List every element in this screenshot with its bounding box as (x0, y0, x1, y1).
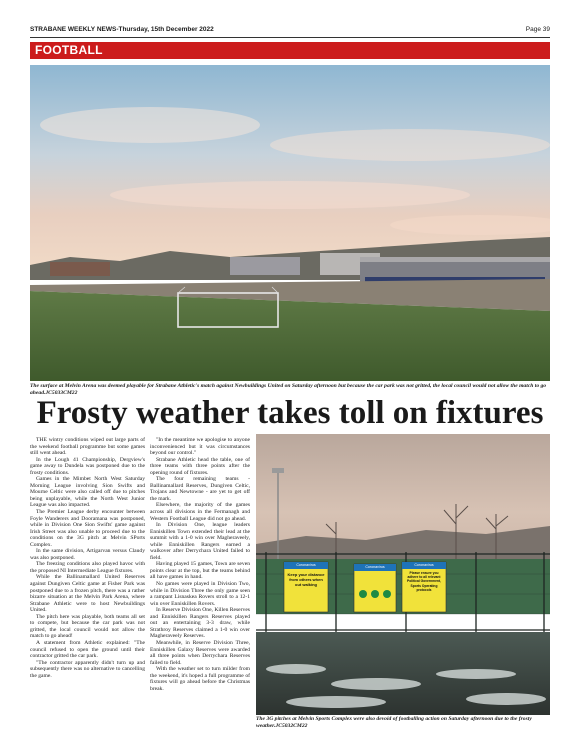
pitch-photo (30, 65, 550, 381)
paragraph: Strabane Athletic head the table, one of three teams with three points after the opening round of fixtures. (150, 456, 250, 476)
paragraph: In the same division, Artigarvan versus Claudy was also postponed. (30, 548, 145, 561)
paragraph: In the Lough 41 Championship, Dergview's game away to Dundela was postponed due to the frosty conditions. (30, 456, 145, 476)
page-number: Page 39 (525, 26, 550, 33)
paragraph: The Premier League derby encounter between Foyle Wanderers and Dooramana was postponed, while in Division One Sion Swifts' game against Irish Street was also unable to proceed due to the conditions on the 3G pitch at Melvin SPorts Complex. (30, 509, 145, 548)
sign-2-title: Coronavirus (365, 565, 385, 569)
paragraph: Meanwhile, in Reserve Division Three, Enniskillen Galaxy Reserves were awarded all three points when Derrychara Reserves failed to field. (150, 639, 250, 666)
sign-3-text: Please ensure you adhere to all relevant Political Government, Sports Operating protocols (407, 571, 441, 592)
masthead-bar (30, 26, 550, 36)
header-rule (30, 37, 550, 38)
paragraph: No games were played in Division Two, while in Division Three the only game seen a rampant Lisnaskea Rovers stroll to a 12-1 win over Enniskillen Rovers. (150, 581, 250, 607)
paragraph: While the Ballinamallard United Reserves against Dungiven Celtic game at Fisher Park was postponed due to a frozen pitch, there was a rather bizarre situation at the Melvin Park Arena, where Strabane Athletic were to host Newbuildings United. (30, 574, 145, 614)
article-column-1 (30, 437, 145, 679)
photo1-caption: The surface at Melvin Arena was deemed playable for Strabane Athletic's match against Newbuildings United on Saturday afternoon but because the car park was not gritted, the local council would not allow the match to go ahead.JC5033CM22 (30, 383, 547, 396)
headline: Frosty weather takes toll on fixtures (36, 395, 544, 431)
sign-1 (284, 562, 328, 587)
paragraph: THE wintry conditions wiped out large parts of the weekend football programme but some games still went ahead. (30, 437, 145, 457)
sign-2 (354, 564, 396, 571)
sign-1-title: Coronavirus (296, 563, 316, 567)
paragraph: In Division One, league leaders Enniskillen Town extended their lead at the summit with a 1-0 win over Magheraveely, while Enniskillen Rangers earned a walkover after Derrychara United failed to field. (150, 522, 250, 561)
paragraph: The four remaining teams - Ballinamallard Reserves, Dungiven Celtic, Trojans and Newtowne - are yet to get off the mark. (150, 476, 250, 502)
sign-3-title: Coronavirus (414, 563, 434, 567)
paragraph: With the weather set to turn milder from the weekend, it's hoped a full programme of fixtures will go ahead before the Christmas break. (150, 666, 250, 692)
paragraph: Elsewhere, the majority of the games across all divisions in the Fermanagh and Western Football League did not go ahead. (150, 502, 250, 522)
photo2-caption: The 3G pitches at Melvin Sports Complex were also devoid of footballing action on Saturday afternoon due to the frosty weather.JC5032CM22 (256, 716, 532, 729)
paragraph: A statement from Athletic explained: "The council refused to open the ground until their contractor gritted the car park. (30, 639, 145, 660)
paragraph: The freezing conditions also played havoc with the proposed NI Intermediate League fixtures. (30, 561, 145, 574)
paragraph: "In the meantime we apologise to anyone inconvenienced but it was circumstances beyond our control." (150, 437, 250, 457)
section-label: FOOTBALL (35, 43, 103, 57)
paragraph: Games in the Mimbet North West Saturday Morning League involving Sion Swifts and Mourne Celtic were also called off due to pitches being unplayable, while the North West Junior League was also impacted. (30, 476, 145, 509)
sign-1-text: Keep your distance from others when out walking (287, 572, 325, 587)
masthead: STRABANE WEEKLY NEWS-Thursday, 15th December 2022 (30, 26, 214, 33)
paragraph: Having played 15 games, Town are seven points clear at the top, but the teams behind all have games in hand. (150, 561, 250, 581)
section-banner (30, 42, 550, 59)
article-column-2 (150, 437, 250, 692)
paragraph: "The contractor apparently didn't turn up and subsequently there was no alternative to cancelling the game. (30, 659, 145, 679)
sign-3 (402, 562, 446, 592)
paragraph: The pitch here was playable, both teams all set to compete, but because the car park was not gritted, the local council would not allow the match to go ahead! (30, 613, 145, 640)
3g-pitch-photo (256, 434, 550, 715)
paragraph: In Reserve Division One, Killen Reserves and Enniskillen Rangers Reserves played out an entertaining 3-3 draw, while Strathroy Reserves claimed a 1-0 win over Magheraveely Reserves. (150, 607, 250, 640)
